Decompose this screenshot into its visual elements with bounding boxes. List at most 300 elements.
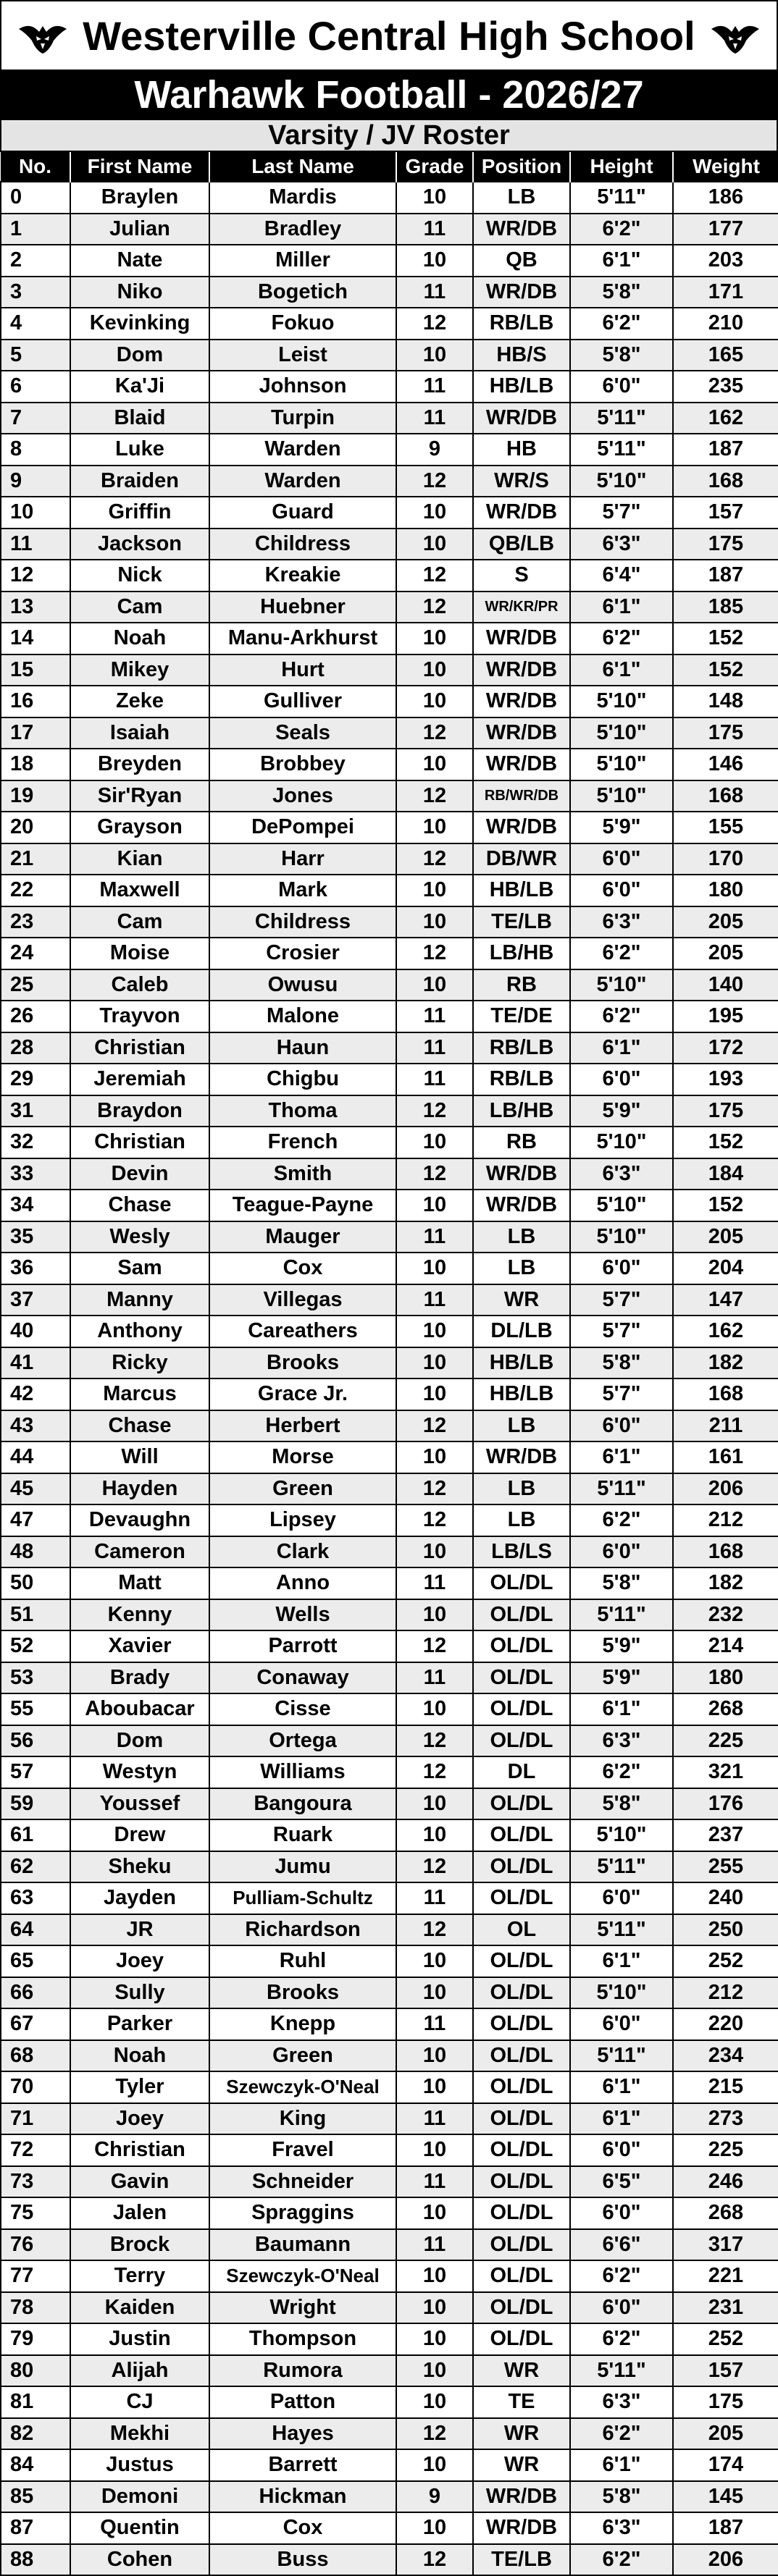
player-grade: 12: [396, 308, 473, 340]
player-position: WR: [473, 2449, 570, 2481]
player-last-name: Herbert: [209, 1410, 396, 1442]
player-first-name: Kaiden: [70, 2292, 209, 2324]
player-number: 12: [1, 560, 70, 592]
player-first-name: Youssef: [70, 1788, 209, 1820]
player-grade: 12: [396, 843, 473, 875]
player-first-name: Mekhi: [70, 2418, 209, 2450]
player-number: 21: [1, 843, 70, 875]
player-position: QB/LB: [473, 529, 570, 560]
table-row: [1, 2323, 778, 2355]
player-position: LB/HB: [473, 938, 570, 969]
table-row: [1, 1567, 778, 1599]
player-number: 1: [1, 214, 70, 245]
player-grade: 11: [396, 2103, 473, 2135]
player-grade: 10: [396, 1441, 473, 1473]
player-weight: 221: [673, 2260, 778, 2292]
player-position: DL/LB: [473, 1316, 570, 1347]
player-position: RB/WR/DB: [473, 780, 570, 812]
player-grade: 12: [396, 1756, 473, 1788]
player-height: 6'1": [570, 1032, 673, 1064]
player-number: 11: [1, 529, 70, 560]
player-position: OL/DL: [473, 2008, 570, 2040]
player-first-name: Trayvon: [70, 1001, 209, 1032]
player-position: WR: [473, 2418, 570, 2450]
player-height: 5'10": [570, 1977, 673, 2009]
player-height: 6'0": [570, 1064, 673, 1095]
player-weight: 161: [673, 1441, 778, 1473]
player-last-name: Warden: [209, 434, 396, 466]
table-row: [1, 938, 778, 969]
player-first-name: Jayden: [70, 1882, 209, 1914]
player-grade: 11: [396, 1221, 473, 1253]
table-row: [1, 875, 778, 906]
player-weight: 211: [673, 1410, 778, 1442]
table-row: [1, 1316, 778, 1347]
player-number: 22: [1, 875, 70, 906]
player-height: 6'2": [570, 1504, 673, 1536]
player-weight: 147: [673, 1284, 778, 1316]
player-number: 66: [1, 1977, 70, 2009]
player-position: S: [473, 560, 570, 592]
player-number: 32: [1, 1127, 70, 1158]
player-height: 5'11": [570, 1599, 673, 1631]
table-row: [1, 2449, 778, 2481]
table-row: [1, 245, 778, 277]
player-first-name: Devaughn: [70, 1504, 209, 1536]
player-position: WR: [473, 2355, 570, 2387]
player-first-name: Sheku: [70, 1851, 209, 1883]
player-last-name: Mark: [209, 875, 396, 906]
player-first-name: Gavin: [70, 2166, 209, 2198]
player-grade: 10: [396, 1945, 473, 1977]
table-row: [1, 686, 778, 717]
player-grade: 12: [396, 1158, 473, 1190]
player-weight: 176: [673, 1788, 778, 1820]
table-row: [1, 1536, 778, 1568]
player-weight: 205: [673, 1221, 778, 1253]
player-weight: 252: [673, 1945, 778, 1977]
player-position: WR/DB: [473, 717, 570, 749]
player-number: 24: [1, 938, 70, 969]
player-last-name: Malone: [209, 1001, 396, 1032]
player-position: RB/LB: [473, 1064, 570, 1095]
player-weight: 157: [673, 2355, 778, 2387]
table-row: [1, 2512, 778, 2544]
player-grade: 10: [396, 686, 473, 717]
player-weight: 246: [673, 2166, 778, 2198]
player-number: 72: [1, 2134, 70, 2166]
player-position: OL/DL: [473, 1851, 570, 1883]
player-weight: 145: [673, 2481, 778, 2513]
table-row: [1, 2292, 778, 2324]
player-number: 17: [1, 717, 70, 749]
table-row: [1, 1347, 778, 1379]
table-row: [1, 1379, 778, 1410]
player-height: 6'1": [570, 1441, 673, 1473]
player-grade: 10: [396, 2386, 473, 2418]
player-weight: 168: [673, 466, 778, 497]
player-last-name: Manu-Arkhurst: [209, 623, 396, 654]
table-row: [1, 780, 778, 812]
player-height: 5'8": [570, 340, 673, 371]
player-last-name: Hickman: [209, 2481, 396, 2513]
player-number: 16: [1, 686, 70, 717]
table-row: [1, 1410, 778, 1442]
player-last-name: Pulliam-Schultz: [209, 1882, 396, 1914]
player-grade: 12: [396, 2544, 473, 2576]
table-row: [1, 906, 778, 938]
player-grade: 12: [396, 1914, 473, 1946]
player-first-name: Will: [70, 1441, 209, 1473]
player-grade: 9: [396, 434, 473, 466]
player-height: 6'1": [570, 2071, 673, 2103]
table-row: [1, 1599, 778, 1631]
player-last-name: Haun: [209, 1032, 396, 1064]
player-number: 81: [1, 2386, 70, 2418]
player-position: OL/DL: [473, 2229, 570, 2261]
player-position: OL/DL: [473, 1567, 570, 1599]
player-number: 77: [1, 2260, 70, 2292]
player-last-name: Bangoura: [209, 1788, 396, 1820]
player-height: 5'11": [570, 434, 673, 466]
player-weight: 175: [673, 1095, 778, 1127]
table-row: [1, 1914, 778, 1946]
player-position: OL/DL: [473, 1725, 570, 1757]
player-number: 43: [1, 1410, 70, 1442]
player-height: 6'2": [570, 623, 673, 654]
player-last-name: DePompei: [209, 812, 396, 843]
table-row: [1, 1190, 778, 1221]
player-height: 6'0": [570, 843, 673, 875]
player-grade: 11: [396, 371, 473, 403]
player-weight: 171: [673, 277, 778, 308]
player-first-name: Ka'Ji: [70, 371, 209, 403]
player-weight: 186: [673, 182, 778, 214]
player-weight: 317: [673, 2229, 778, 2261]
player-height: 5'8": [570, 2481, 673, 2513]
player-number: 88: [1, 2544, 70, 2576]
player-last-name: Grace Jr.: [209, 1379, 396, 1410]
player-grade: 12: [396, 1630, 473, 1662]
player-number: 6: [1, 371, 70, 403]
player-weight: 220: [673, 2008, 778, 2040]
player-number: 85: [1, 2481, 70, 2513]
player-number: 28: [1, 1032, 70, 1064]
player-first-name: Hayden: [70, 1473, 209, 1505]
table-row: [1, 843, 778, 875]
player-last-name: Morse: [209, 1441, 396, 1473]
player-first-name: Tyler: [70, 2071, 209, 2103]
player-height: 6'2": [570, 308, 673, 340]
roster-table: [0, 152, 778, 2576]
player-height: 6'0": [570, 875, 673, 906]
player-position: OL/DL: [473, 2103, 570, 2135]
player-first-name: Isaiah: [70, 717, 209, 749]
player-grade: 10: [396, 906, 473, 938]
player-last-name: Jumu: [209, 1851, 396, 1883]
table-row: [1, 1473, 778, 1505]
player-number: 75: [1, 2197, 70, 2229]
player-position: DB/WR: [473, 843, 570, 875]
player-last-name: Richardson: [209, 1914, 396, 1946]
player-first-name: Braylen: [70, 182, 209, 214]
player-last-name: Hurt: [209, 654, 396, 686]
player-grade: 12: [396, 1504, 473, 1536]
player-grade: 9: [396, 2481, 473, 2513]
player-grade: 11: [396, 277, 473, 308]
player-number: 42: [1, 1379, 70, 1410]
table-row: [1, 277, 778, 308]
player-position: WR/DB: [473, 812, 570, 843]
player-first-name: Braiden: [70, 466, 209, 497]
player-position: RB/LB: [473, 308, 570, 340]
player-number: 47: [1, 1504, 70, 1536]
player-weight: 182: [673, 1567, 778, 1599]
table-row: [1, 1693, 778, 1725]
player-last-name: Cisse: [209, 1693, 396, 1725]
table-row: [1, 182, 778, 214]
player-weight: 155: [673, 812, 778, 843]
player-last-name: Fokuo: [209, 308, 396, 340]
player-height: 6'0": [570, 2292, 673, 2324]
player-weight: 187: [673, 434, 778, 466]
player-first-name: Julian: [70, 214, 209, 245]
player-position: TE/LB: [473, 906, 570, 938]
player-last-name: Wells: [209, 1599, 396, 1631]
player-grade: 10: [396, 1347, 473, 1379]
player-position: WR/DB: [473, 497, 570, 529]
player-weight: 175: [673, 2386, 778, 2418]
player-grade: 11: [396, 1284, 473, 1316]
player-weight: 204: [673, 1253, 778, 1284]
player-position: TE/DE: [473, 1001, 570, 1032]
player-weight: 273: [673, 2103, 778, 2135]
player-last-name: Buss: [209, 2544, 396, 2576]
player-position: RB/LB: [473, 1032, 570, 1064]
player-height: 6'0": [570, 1536, 673, 1568]
player-number: 37: [1, 1284, 70, 1316]
column-header-first-name: First Name: [70, 152, 209, 182]
player-first-name: Brady: [70, 1662, 209, 1694]
table-row: [1, 529, 778, 560]
player-number: 9: [1, 466, 70, 497]
player-weight: 175: [673, 717, 778, 749]
player-last-name: Bradley: [209, 214, 396, 245]
player-height: 5'9": [570, 1095, 673, 1127]
table-row: [1, 2418, 778, 2450]
player-number: 70: [1, 2071, 70, 2103]
player-first-name: Noah: [70, 623, 209, 654]
player-first-name: Zeke: [70, 686, 209, 717]
player-first-name: Dom: [70, 340, 209, 371]
player-number: 76: [1, 2229, 70, 2261]
player-number: 23: [1, 906, 70, 938]
player-first-name: Brock: [70, 2229, 209, 2261]
column-header-number: No.: [1, 152, 70, 182]
player-first-name: Maxwell: [70, 875, 209, 906]
school-header: [0, 0, 778, 71]
player-number: 44: [1, 1441, 70, 1473]
player-grade: 10: [396, 529, 473, 560]
player-height: 5'7": [570, 497, 673, 529]
player-position: OL/DL: [473, 2260, 570, 2292]
table-row: [1, 2386, 778, 2418]
player-first-name: Grayson: [70, 812, 209, 843]
player-first-name: Dom: [70, 1725, 209, 1757]
player-weight: 180: [673, 875, 778, 906]
player-grade: 10: [396, 623, 473, 654]
player-position: TE: [473, 2386, 570, 2418]
roster-title: Varsity / JV Roster: [0, 119, 778, 152]
player-position: WR/DB: [473, 749, 570, 780]
player-weight: 168: [673, 1536, 778, 1568]
player-height: 5'10": [570, 466, 673, 497]
player-last-name: Patton: [209, 2386, 396, 2418]
player-height: 6'5": [570, 2166, 673, 2198]
table-row: [1, 1977, 778, 2009]
table-row: [1, 434, 778, 466]
table-row: [1, 1253, 778, 1284]
player-grade: 10: [396, 749, 473, 780]
player-weight: 162: [673, 1316, 778, 1347]
player-first-name: Parker: [70, 2008, 209, 2040]
player-position: OL/DL: [473, 1630, 570, 1662]
player-weight: 152: [673, 654, 778, 686]
table-row: [1, 1001, 778, 1032]
player-grade: 12: [396, 938, 473, 969]
player-first-name: Jalen: [70, 2197, 209, 2229]
player-position: OL/DL: [473, 2040, 570, 2072]
column-header-grade: Grade: [396, 152, 473, 182]
player-weight: 237: [673, 1819, 778, 1851]
player-grade: 12: [396, 560, 473, 592]
player-first-name: Chase: [70, 1190, 209, 1221]
player-height: 6'0": [570, 1253, 673, 1284]
player-last-name: Turpin: [209, 403, 396, 434]
player-last-name: Villegas: [209, 1284, 396, 1316]
player-grade: 10: [396, 875, 473, 906]
player-weight: 252: [673, 2323, 778, 2355]
table-row: [1, 1882, 778, 1914]
player-grade: 11: [396, 2229, 473, 2261]
table-row: [1, 1725, 778, 1757]
player-height: 6'0": [570, 1410, 673, 1442]
player-grade: 10: [396, 2323, 473, 2355]
player-number: 63: [1, 1882, 70, 1914]
player-height: 6'2": [570, 2323, 673, 2355]
player-number: 33: [1, 1158, 70, 1190]
player-grade: 10: [396, 1977, 473, 2009]
player-height: 6'3": [570, 1158, 673, 1190]
player-height: 6'0": [570, 2197, 673, 2229]
player-height: 5'9": [570, 1630, 673, 1662]
table-row: [1, 592, 778, 623]
player-height: 5'10": [570, 686, 673, 717]
player-position: OL/DL: [473, 2323, 570, 2355]
table-row: [1, 1819, 778, 1851]
player-number: 5: [1, 340, 70, 371]
player-first-name: CJ: [70, 2386, 209, 2418]
player-position: LB: [473, 1473, 570, 1505]
player-last-name: Smith: [209, 1158, 396, 1190]
player-first-name: Manny: [70, 1284, 209, 1316]
player-last-name: Rumora: [209, 2355, 396, 2387]
player-first-name: Griffin: [70, 497, 209, 529]
player-position: OL/DL: [473, 1599, 570, 1631]
player-last-name: Hayes: [209, 2418, 396, 2450]
player-height: 5'10": [570, 1190, 673, 1221]
player-weight: 205: [673, 2418, 778, 2450]
table-row: [1, 1064, 778, 1095]
player-grade: 10: [396, 2260, 473, 2292]
table-row: [1, 2008, 778, 2040]
player-last-name: Cox: [209, 1253, 396, 1284]
player-position: OL/DL: [473, 1882, 570, 1914]
table-row: [1, 497, 778, 529]
player-weight: 162: [673, 403, 778, 434]
player-number: 87: [1, 2512, 70, 2544]
player-position: WR/DB: [473, 277, 570, 308]
player-height: 5'11": [570, 2040, 673, 2072]
player-height: 5'11": [570, 2355, 673, 2387]
player-height: 6'2": [570, 1756, 673, 1788]
player-weight: 255: [673, 1851, 778, 1883]
school-title: Westerville Central High School: [83, 12, 695, 59]
player-grade: 10: [396, 2134, 473, 2166]
player-weight: 231: [673, 2292, 778, 2324]
player-number: 8: [1, 434, 70, 466]
player-height: 5'9": [570, 812, 673, 843]
player-first-name: Drew: [70, 1819, 209, 1851]
player-height: 5'11": [570, 1914, 673, 1946]
player-weight: 157: [673, 497, 778, 529]
player-position: OL/DL: [473, 1788, 570, 1820]
player-last-name: Brooks: [209, 1977, 396, 2009]
player-weight: 187: [673, 2512, 778, 2544]
player-number: 84: [1, 2449, 70, 2481]
player-last-name: Thoma: [209, 1095, 396, 1127]
player-height: 5'8": [570, 1788, 673, 1820]
player-grade: 10: [396, 245, 473, 277]
player-grade: 12: [396, 1851, 473, 1883]
player-number: 79: [1, 2323, 70, 2355]
player-grade: 10: [396, 1253, 473, 1284]
table-row: [1, 1504, 778, 1536]
player-last-name: Knepp: [209, 2008, 396, 2040]
player-first-name: Luke: [70, 434, 209, 466]
player-number: 18: [1, 749, 70, 780]
player-last-name: Schneider: [209, 2166, 396, 2198]
player-height: 6'1": [570, 245, 673, 277]
player-last-name: Baumann: [209, 2229, 396, 2261]
player-number: 73: [1, 2166, 70, 2198]
player-weight: 168: [673, 1379, 778, 1410]
player-number: 57: [1, 1756, 70, 1788]
player-first-name: Niko: [70, 277, 209, 308]
player-position: HB/LB: [473, 875, 570, 906]
player-number: 19: [1, 780, 70, 812]
table-row: [1, 2481, 778, 2513]
player-height: 6'6": [570, 2229, 673, 2261]
player-grade: 12: [396, 2418, 473, 2450]
player-number: 64: [1, 1914, 70, 1946]
player-position: HB/S: [473, 340, 570, 371]
column-header-weight: Weight: [673, 152, 778, 182]
player-position: OL: [473, 1914, 570, 1946]
player-number: 7: [1, 403, 70, 434]
table-row: [1, 1662, 778, 1694]
player-weight: 187: [673, 560, 778, 592]
